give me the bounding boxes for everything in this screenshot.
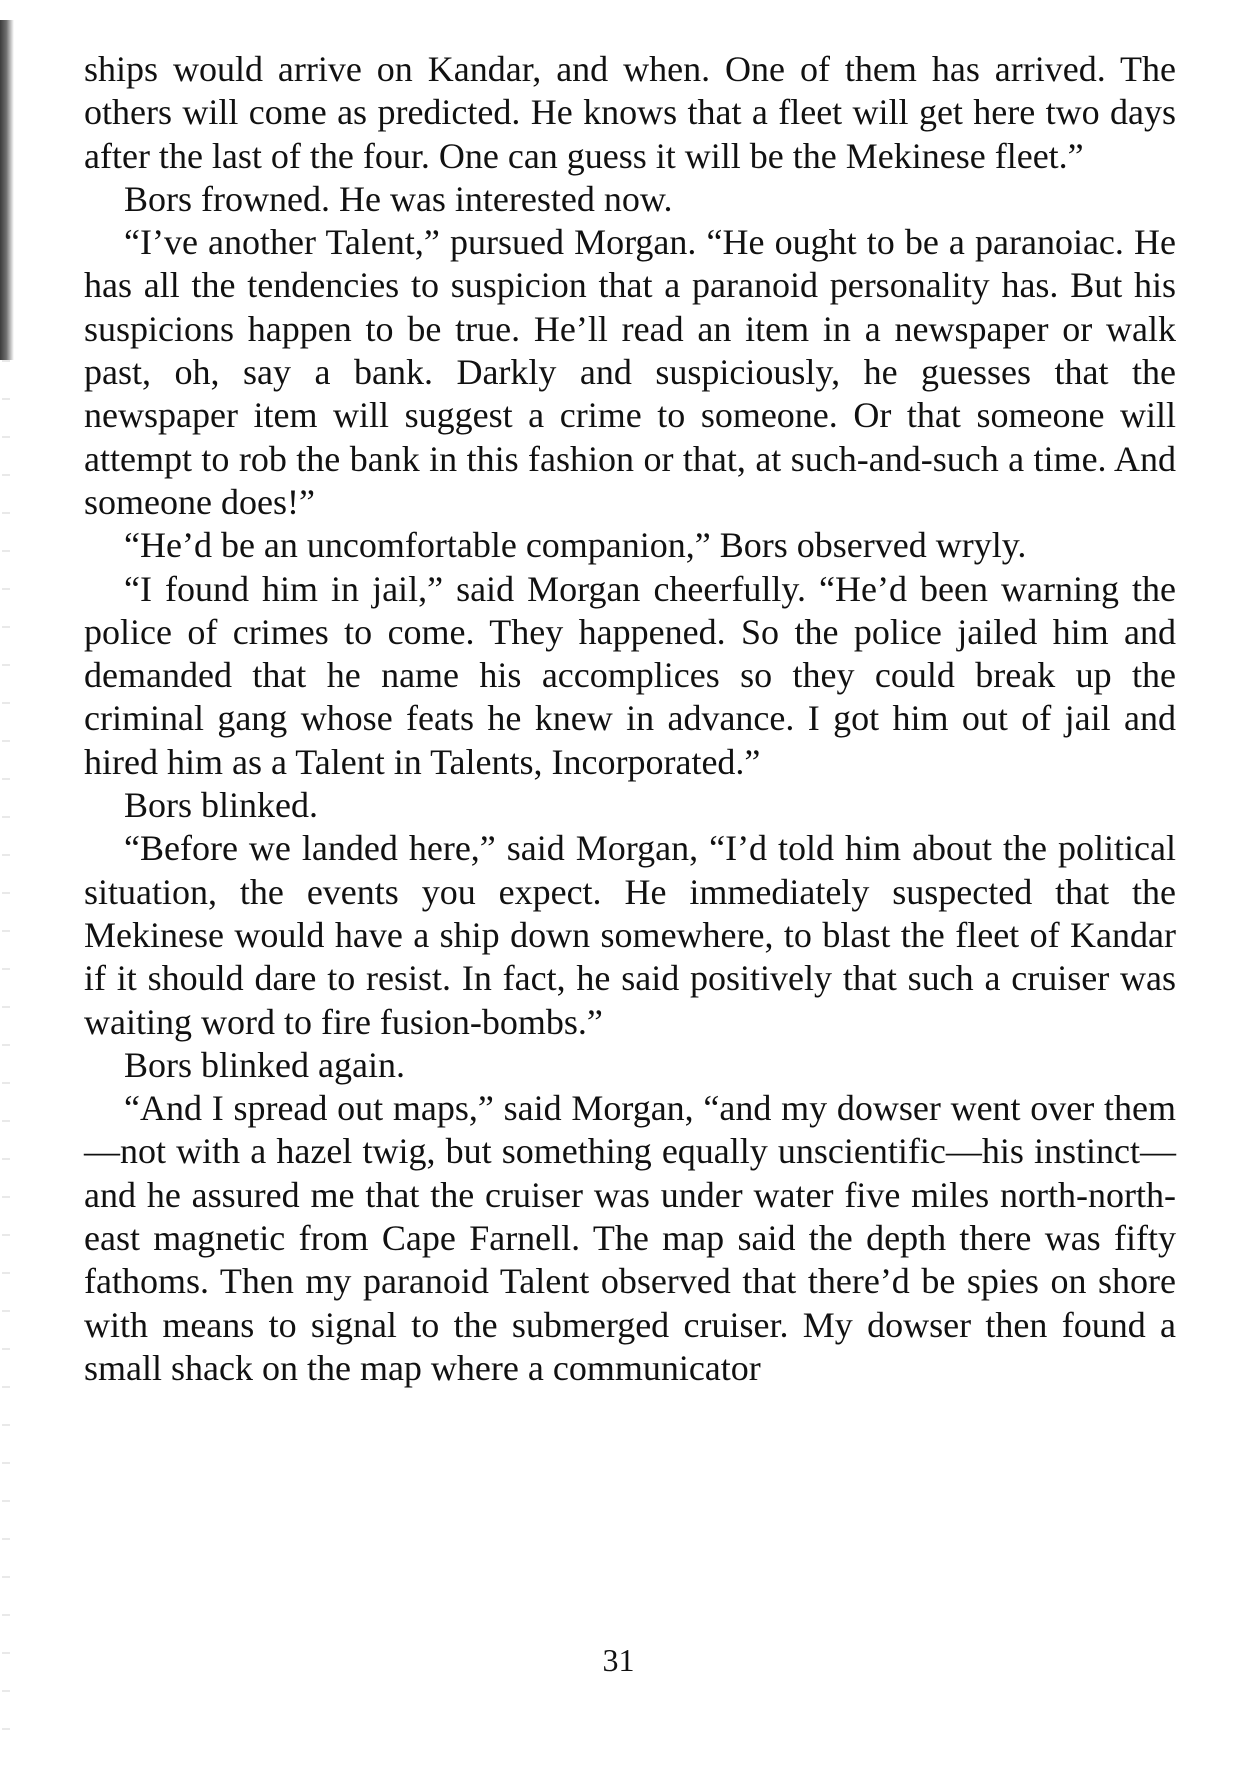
binding-shadow — [0, 20, 14, 360]
paragraph: “He’d be an uncomfortable companion,” Bors observed wryly. — [124, 525, 1027, 566]
paragraph: Bors frowned. He was interested now. — [124, 178, 673, 219]
paragraph: “I found him in jail,” said Morgan cheerfully. “He’d been warning the police of crimes to come. They happened. So the police jailed him and demanded that he name his accomplices so they could break up the criminal gang whose feats he knew in advance. I got him out of jail and hired him as a Talent in Talents, Incorporated.” — [84, 568, 1176, 782]
page-number: 31 — [602, 1642, 635, 1678]
paragraph-continued: ships would arrive on Kandar, and when. One of them has arrived. The others will come as predicted. He knows that a fleet will get here two days after the last of the four. One can guess it will be the Mekinese fleet.” — [84, 49, 1176, 176]
paragraph: Bors blinked. — [124, 785, 318, 826]
paragraph: “I’ve another Talent,” pursued Morgan. “He ought to be a paranoiac. He has all the tendencies to suspicion that a paranoid personality has. But his suspicions happen to be true. He’ll read an item in a newspaper or walk past, oh, say a bank. Darkly and suspiciously, he guesses that the newspaper item will suggest a crime to someone. Or that someone will attempt to rob the bank in this fashion or that, at such-and-such a time. And someone does!” — [84, 222, 1176, 522]
body-text — [84, 48, 1176, 1390]
scan-speckle — [2, 360, 10, 1760]
paragraph: “Before we landed here,” said Morgan, “I’d told him about the political situation, the events you expect. He immediately suspected that the Mekinese would have a ship down somewhere, to blast the fleet of Kandar if it should dare to resist. In fact, he said positively that such a cruiser was waiting word to fire fusion-bombs.” — [84, 828, 1176, 1042]
paragraph: Bors blinked again. — [124, 1044, 405, 1085]
paragraph: “And I spread out maps,” said Morgan, “and my dowser went over them—not with a hazel twig, but something equally unscientific—his instinct—and he assured me that the cruiser was under water five miles north-north-east magnetic from Cape Farnell. The map said the depth there was fifty fathoms. Then my paranoid Talent observed that there’d be spies on shore with means to signal to the submerged cruiser. My dowser then found a small shack on the map where a communicator — [84, 1088, 1176, 1388]
